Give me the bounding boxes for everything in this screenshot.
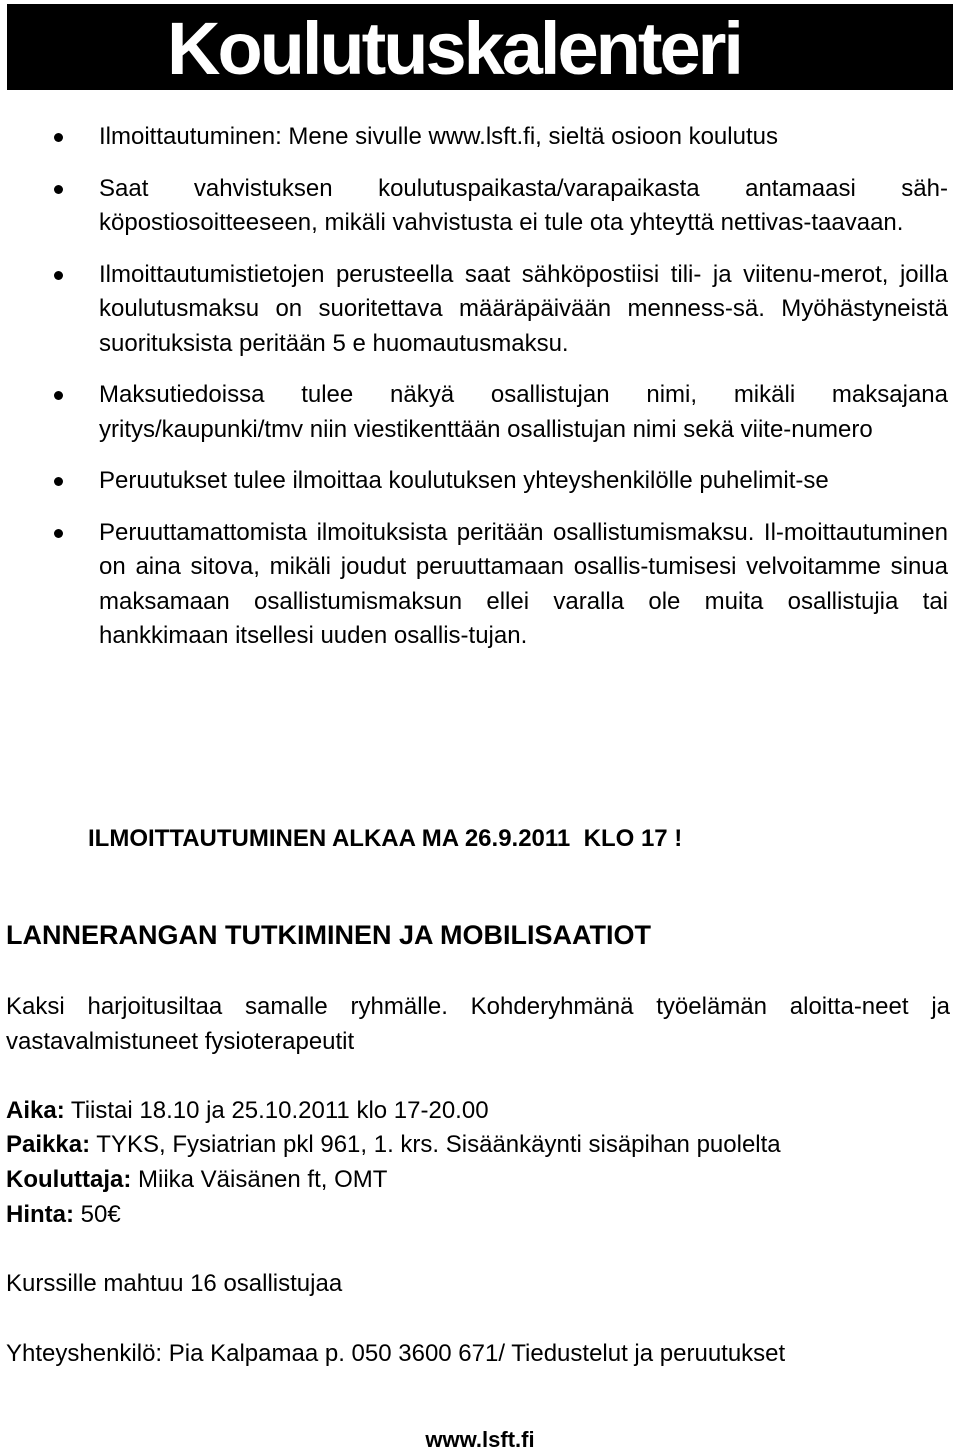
- bullet-icon: [54, 185, 63, 194]
- detail-trainer-value: Miika Väisänen ft, OMT: [131, 1166, 388, 1193]
- detail-place-value: TYKS, Fysiatrian pkl 961, 1. krs. Sisäänkäynti sisäpihan puolelta: [90, 1131, 781, 1158]
- bullet-icon: [54, 133, 63, 142]
- footer-website-link[interactable]: www.lsft.fi: [425, 1427, 535, 1452]
- bullet-icon: [54, 529, 63, 538]
- course-description: Kaksi harjoitusiltaa samalle ryhmälle. Kohderyhmänä työelämän aloitta-neet ja vastavalmistuneet fysioterapeutit: [6, 993, 950, 1055]
- detail-trainer: [6, 1163, 387, 1197]
- bullet-icon: [54, 391, 63, 400]
- registration-info-list: [0, 120, 960, 671]
- detail-price-label: Hinta:: [6, 1201, 74, 1228]
- header-banner: [7, 4, 953, 90]
- registration-start-notice: ILMOITTAUTUMINEN ALKAA MA 26.9.2011 KLO 17 !: [88, 825, 683, 852]
- course-title: LANNERANGAN TUTKIMINEN JA MOBILISAATIOT: [6, 920, 651, 950]
- list-item-text: Maksutiedoissa tulee näkyä osallistujan nimi, mikäli maksajana yritys/kaupunki/tmv niin viestikenttään osallistujan nimi sekä viite-numero: [99, 381, 948, 443]
- list-item: [0, 464, 960, 499]
- detail-place-label: Paikka:: [6, 1131, 91, 1158]
- list-item: [0, 378, 960, 447]
- detail-trainer-label: Kouluttaja:: [6, 1166, 132, 1193]
- detail-time: [6, 1094, 489, 1128]
- list-item: [0, 258, 960, 362]
- detail-price: [6, 1198, 121, 1232]
- list-item-text: Peruuttamattomista ilmoituksista peritään osallistumismaksu. Il-moittautuminen on aina sitova, mikäli joudut peruuttamaan osallis-tumisesi velvoitamme sinua maksamaan osallistumismaksun ellei varalla ole muita osallistujia tai hankkimaan itsellesi uuden osallis-tujan.: [99, 518, 948, 649]
- list-item-text: Saat vahvistuksen koulutuspaikasta/varapaikasta antamaasi säh-köpostiosoitteeseen, mikäli vahvistusta ei tule ota yhteyttä nettivas-taavaan.: [99, 174, 948, 236]
- detail-price-value: 50€: [74, 1201, 121, 1228]
- list-item: [0, 120, 960, 155]
- contact-person: Yhteyshenkilö: Pia Kalpamaa p. 050 3600 671/ Tiedustelut ja peruutukset: [6, 1340, 786, 1367]
- bullet-icon: [54, 271, 63, 280]
- list-item-text: Peruutukset tulee ilmoittaa koulutuksen yhteyshenkilölle puhelimit-se: [99, 467, 829, 494]
- page-title: Koulutuskalenteri: [167, 7, 741, 90]
- detail-time-value: Tiistai 18.10 ja 25.10.2011 klo 17-20.00: [64, 1097, 489, 1124]
- bullet-icon: [54, 477, 63, 486]
- list-item-text: Ilmoittautumistietojen perusteella saat sähköpostiisi tili- ja viitenu-merot, joilla koulutusmaksu on suoritettava määräpäivään menness-sä. Myöhästyneistä suorituksista peritään 5 e huomautusmaksu.: [99, 260, 948, 357]
- list-item: [0, 172, 960, 241]
- list-item-text: Ilmoittautuminen: Mene sivulle www.lsft.fi, sieltä osioon koulutus: [99, 123, 778, 150]
- detail-place: [6, 1128, 781, 1162]
- detail-time-label: Aika:: [6, 1097, 65, 1124]
- list-item: [0, 516, 960, 654]
- course-capacity: Kurssille mahtuu 16 osallistujaa: [6, 1270, 343, 1297]
